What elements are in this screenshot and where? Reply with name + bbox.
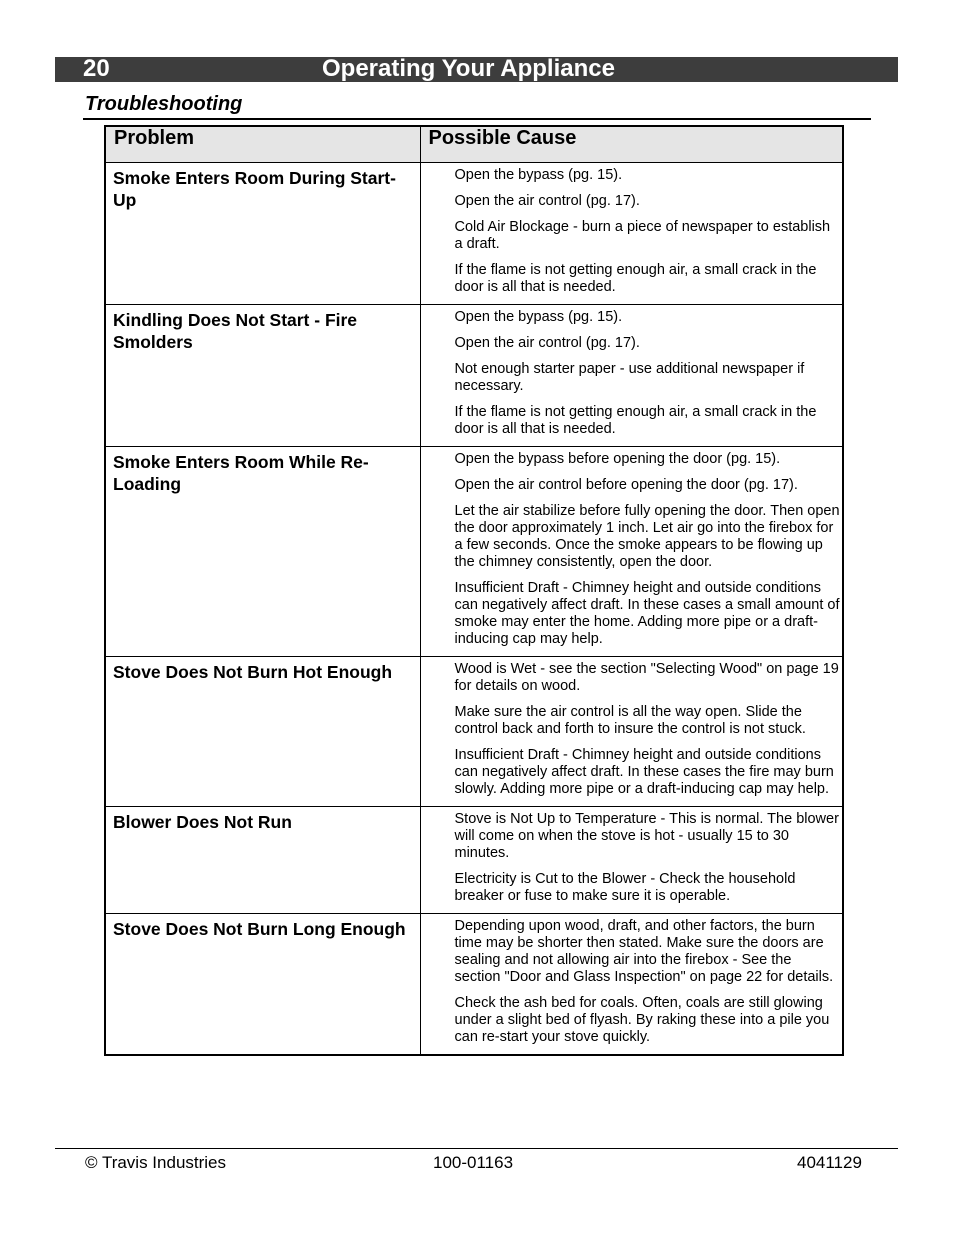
table-row bbox=[105, 914, 843, 1056]
cause-item: Electricity is Cut to the Blower - Check the household breaker or fuse to make sure it is operable. bbox=[454, 871, 796, 904]
heading-divider bbox=[83, 118, 871, 120]
cause-item: Not enough starter paper - use additional newspaper if necessary. bbox=[454, 361, 805, 394]
problem-cell: Stove Does Not Burn Long Enough bbox=[105, 914, 420, 1056]
cause-item: Open the bypass (pg. 15). bbox=[454, 309, 623, 325]
table-row bbox=[105, 657, 843, 807]
section-heading: Troubleshooting bbox=[85, 93, 243, 115]
footer-document-number: 100-01163 bbox=[433, 1153, 514, 1172]
cause-item: Cold Air Blockage - burn a piece of newspaper to establish a draft. bbox=[454, 219, 831, 252]
cause-item: Depending upon wood, draft, and other factors, the burn time may be shorter then stated. Make sure the doors are sealing and not allowing air into the firebox - See the section "Door and Glass Inspection" on page 22 for details. bbox=[454, 918, 834, 985]
possible-cause-cell bbox=[420, 305, 843, 447]
table-row bbox=[105, 807, 843, 914]
cause-item: Insufficient Draft - Chimney height and outside conditions can negatively affect draft. In these cases a small amount of smoke may enter the home. Adding more pipe or a draft-inducing cap may help. bbox=[454, 580, 840, 647]
section-banner bbox=[55, 57, 898, 82]
page-title: Operating Your Appliance bbox=[322, 55, 615, 82]
cause-item: If the flame is not getting enough air, a small crack in the door is all that is needed. bbox=[454, 404, 817, 437]
possible-cause-cell bbox=[420, 447, 843, 657]
cause-item: Let the air stabilize before fully opening the door. Then open the door approximately 1 inch. Let air go into the firebox for a few seconds. Once the smoke appears to be flowing up the chimney consistently, open the door. bbox=[454, 503, 840, 570]
cause-item: Check the ash bed for coals. Often, coals are still glowing under a slight bed of flyash. By raking these into a pile you can re-start your stove quickly. bbox=[454, 995, 830, 1045]
cause-item: Insufficient Draft - Chimney height and outside conditions can negatively affect draft. In these cases the fire may burn slowly. Adding more pipe or a draft-inducing cap may help. bbox=[454, 747, 834, 797]
table-row bbox=[105, 447, 843, 657]
problem-cell: Kindling Does Not Start - Fire Smolders bbox=[105, 305, 420, 447]
footer-code: 4041129 bbox=[797, 1153, 862, 1172]
cause-item: Open the bypass (pg. 15). bbox=[454, 167, 623, 183]
possible-cause-cell bbox=[420, 807, 843, 914]
column-header-problem: Problem bbox=[105, 126, 420, 163]
table-header-row bbox=[105, 126, 843, 163]
cause-item: Open the air control before opening the door (pg. 17). bbox=[454, 477, 798, 493]
footer-divider bbox=[55, 1148, 898, 1149]
problem-cell: Smoke Enters Room While Re-Loading bbox=[105, 447, 420, 657]
cause-item: If the flame is not getting enough air, a small crack in the door is all that is needed. bbox=[454, 262, 817, 295]
cause-item: Wood is Wet - see the section "Selecting Wood" on page 19 for details on wood. bbox=[454, 661, 839, 694]
column-header-possible-cause: Possible Cause bbox=[420, 126, 843, 163]
troubleshooting-table bbox=[104, 125, 844, 1056]
cause-item: Make sure the air control is all the way open. Slide the control back and forth to insure the control is not stuck. bbox=[454, 704, 806, 737]
possible-cause-cell bbox=[420, 914, 843, 1056]
possible-cause-cell bbox=[420, 657, 843, 807]
table-row bbox=[105, 163, 843, 305]
table-row bbox=[105, 305, 843, 447]
cause-item: Stove is Not Up to Temperature - This is normal. The blower will come on when the stove is hot - usually 15 to 30 minutes. bbox=[454, 811, 839, 861]
cause-item: Open the bypass before opening the door (pg. 15). bbox=[454, 451, 781, 467]
problem-cell: Blower Does Not Run bbox=[105, 807, 420, 914]
problem-cell: Stove Does Not Burn Hot Enough bbox=[105, 657, 420, 807]
possible-cause-cell bbox=[420, 163, 843, 305]
footer-copyright: © Travis Industries bbox=[85, 1153, 227, 1172]
cause-item: Open the air control (pg. 17). bbox=[454, 193, 640, 209]
page-number: 20 bbox=[83, 55, 110, 82]
problem-cell: Smoke Enters Room During Start-Up bbox=[105, 163, 420, 305]
cause-item: Open the air control (pg. 17). bbox=[454, 335, 640, 351]
